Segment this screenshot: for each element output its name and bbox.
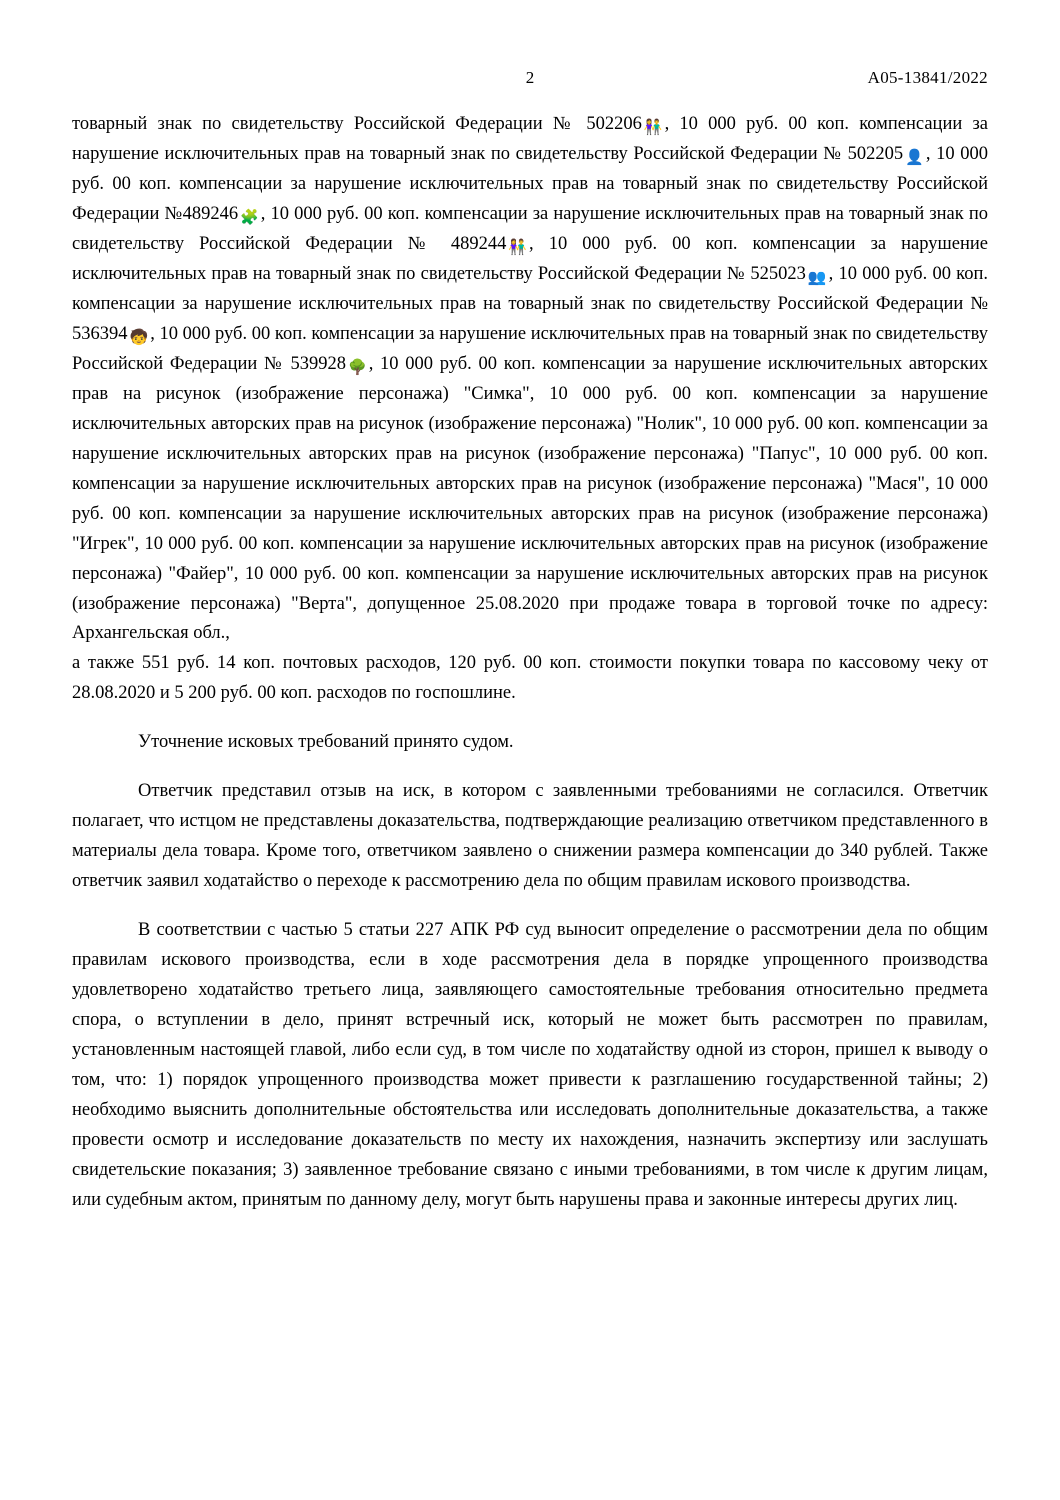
paragraph-claims — [72, 110, 988, 649]
claims-text-8: , 10 000 руб. 00 коп. компенсации за нарушение исключительных авторских прав на рисунок (изображение персонажа) "Симка", 10 000 руб. 00 коп. компенсации за нарушение исключительных авторских прав на рисунок (изображение персонажа) "Нолик", 10 000 руб. 00 коп. компенсации за нарушение исключительных авторских прав на рисунок (изображение персонажа) "Папус", 10 000 руб. 00 коп. компенсации за нарушение исключительных авторских прав на рисунок (изображение персонажа) "Мася", 10 000 руб. 00 коп. компенсации за нарушение исключительных авторских прав на рисунок (изображение персонажа) "Игрек", 10 000 руб. 00 коп. компенсации за нарушение исключительных авторских прав на рисунок (изображение персонажа) "Файер", 10 000 руб. 00 коп. компенсации за нарушение исключительных авторских прав на рисунок (изображение персонажа) "Верта", допущенное 25.08.2020 при продаже товара в торговой точке по адресу: Архангельская обл., — [72, 353, 988, 644]
trademark-icon-502205: 👤 — [905, 147, 924, 166]
page-number: 2 — [525, 68, 535, 87]
trademark-icon-489246: 🧩 — [240, 207, 259, 226]
paragraph-claims-tail: а также 551 руб. 14 коп. почтовых расходов, 120 руб. 00 коп. стоимости покупки товара по кассовому чеку от 28.08.2020 и 5 200 руб. 00 коп. расходов по госпошлине. — [72, 653, 988, 704]
trademark-icon-525023: 👥 — [807, 267, 827, 286]
trademark-icon-539928: 🌳 — [348, 357, 367, 376]
paragraph-defendant-response: Ответчик представил отзыв на иск, в котором с заявленными требованиями не согласился. Ответчик полагает, что истцом не представлены доказательства, подтверждающие реализацию ответчиком представленного в материалы дела товара. Кроме того, ответчиком заявлено о снижении размера компенсации до 340 рублей. Также ответчик заявил ходатайство о переходе к рассмотрению дела по общим правилам искового производства. — [72, 781, 988, 892]
trademark-icon-502206: 👫 — [643, 118, 663, 136]
claims-text-3: , 10 000 руб. 00 коп. компенсации за нарушение исключительных прав на товарный знак по свидетельству Российской Федерации №489246 — [72, 143, 989, 224]
case-number: А05-13841/2022 — [867, 68, 988, 87]
trademark-icon-536394: 🧒 — [129, 327, 149, 346]
paragraph-clarification: Уточнение исковых требований принято судом. — [138, 732, 514, 753]
document-body — [72, 110, 988, 1216]
claims-text-6: , 10 000 руб. 00 коп. компенсации за нарушение исключительных прав на товарный знак по свидетельству Российской Федерации № 536394 — [72, 263, 989, 344]
claims-text-2: , 10 000 руб. 00 коп. компенсации за нарушение исключительных прав на товарный знак по свидетельству Российской Федерации № 502205 — [72, 114, 988, 164]
page-header — [0, 68, 1060, 90]
spacer-3 — [72, 897, 988, 916]
claims-text-1: товарный знак по свидетельству Российской Федерации № 502206 — [72, 114, 642, 134]
claims-text-5: , 10 000 руб. 00 коп. компенсации за нарушение исключительных прав на товарный знак по свидетельству Российской Федерации № 525023 — [72, 233, 988, 284]
spacer-1 — [72, 709, 988, 728]
spacer-2 — [72, 758, 988, 777]
paragraph-apk-227: В соответствии с частью 5 статьи 227 АПК РФ суд выносит определение о рассмотрении дела по общим правилам искового производства, если в ходе рассмотрения дела в порядке упрощенного производства удовлетворено ходатайство третьего лица, заявляющего самостоятельные требования относительно предмета спора, о вступлении в дело, принят встречный иск, который не может быть рассмотрен по правилам, установленным настоящей главой, либо если суд, в том числе по ходатайству одной из сторон, пришел к выводу о том, что: 1) порядок упрощенного производства может привести к разглашению государственной тайны; 2) необходимо выяснить дополнительные обстоятельства или исследовать дополнительные доказательства, а также провести осмотр и исследование доказательств по месту их нахождения, назначить экспертизу или заслушать свидетельские показания; 3) заявленное требование связано с иными требованиями, в том числе к другим лицам, или судебным актом, принятым по данному делу, могут быть нарушены права и законные интересы других лиц. — [72, 920, 988, 1210]
claims-text-7: , 10 000 руб. 00 коп. компенсации за нарушение исключительных прав на товарный знак по свидетельству Российской Федерации № 539928 — [72, 323, 988, 374]
claims-text-4: , 10 000 руб. 00 коп. компенсации за нарушение исключительных прав на товарный знак по свидетельству Российской Федерации № 489244 — [72, 203, 988, 254]
trademark-icon-489244: 👫 — [508, 237, 528, 256]
